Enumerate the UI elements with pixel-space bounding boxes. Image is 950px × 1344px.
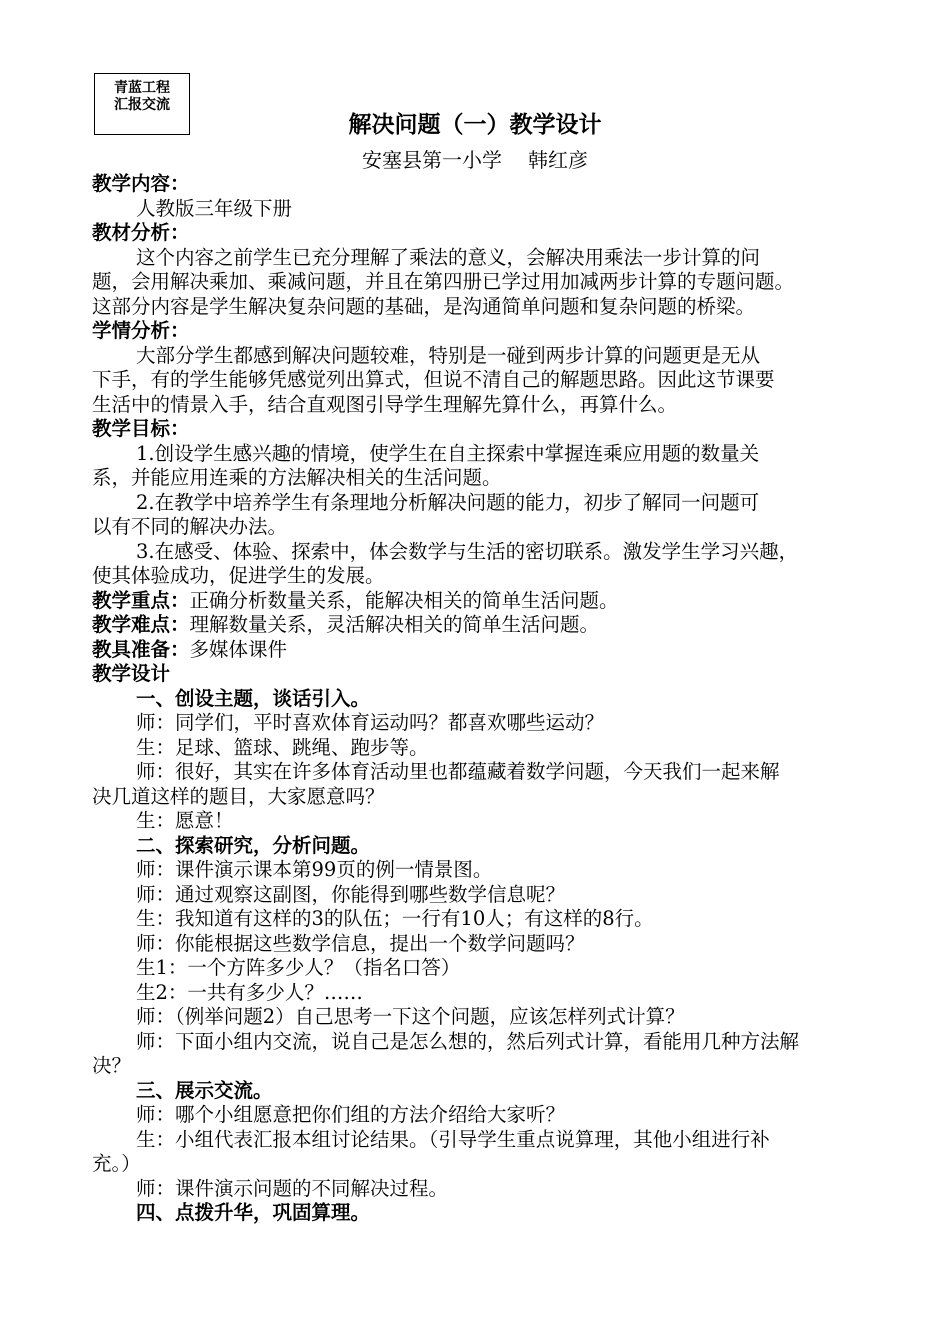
dialogue-line: 师：（例举问题2）自己思考一下这个问题，应该怎样列式计算？: [136, 1005, 685, 1028]
dialogue-line: 决几道这样的题目，大家愿意吗？: [92, 784, 385, 808]
section-heading-2: 二、探索研究，分析问题。: [136, 833, 371, 857]
section-heading-1: 一、创设主题，谈话引入。: [136, 686, 371, 710]
goal-line: 系，并能应用连乘的方法解决相关的生活问题。: [92, 466, 502, 489]
heading-teaching-design: 教学设计: [92, 662, 171, 685]
dialogue-line: 师：下面小组内交流，说自己是怎么想的，然后列式计算，看能用几种方法解: [136, 1029, 800, 1053]
material-analysis-line: 题，会用解决乘加、乘减问题，并且在第四册已学过用加减两步计算的专题问题。: [92, 270, 795, 293]
dialogue-line: 师：同学们，平时喜欢体育运动吗？都喜欢哪些运动？: [136, 711, 605, 734]
dialogue-line: 决？: [92, 1054, 132, 1077]
key-points-text: 正确分析数量关系，能解决相关的简单生活问题。: [189, 588, 619, 612]
dialogue-line: 充。）: [92, 1152, 141, 1175]
dialogue-line: 师：你能根据这些数学信息，提出一个数学问题吗？: [136, 931, 585, 955]
dialogue-line: 生2：一共有多少人？……: [136, 980, 363, 1004]
dialogue-line: 师：课件演示课本第99页的例一情景图。: [136, 858, 493, 881]
material-analysis-line: 这部分内容是学生解决复杂问题的基础，是沟通简单问题和复杂问题的桥梁。: [92, 294, 756, 318]
dialogue-line: 师：通过观察这副图，你能得到哪些数学信息呢？: [136, 882, 566, 906]
learner-analysis-line: 生活中的情景入手，结合直观图引导学生理解先算什么，再算什么。: [92, 392, 678, 416]
learner-analysis-line: 下手，有的学生能够凭感觉列出算式，但说不清自己的解题思路。因此这节课要: [92, 368, 775, 391]
stamp-line-1: 青蓝工程: [114, 80, 170, 96]
goal-line: 3.在感受、体验、探索中，体会数学与生活的密切联系。激发学生学习兴趣，: [136, 539, 799, 563]
goal-line: 使其体验成功，促进学生的发展。: [92, 564, 385, 587]
tools-text: 多媒体课件: [189, 637, 288, 661]
goal-line: 2.在教学中培养学生有条理地分析解决问题的能力，初步了解同一问题可: [136, 490, 760, 514]
section-heading-3: 三、展示交流。: [136, 1078, 273, 1102]
difficulty-label: 教学难点：: [92, 613, 190, 636]
author-name: 韩红彦: [528, 148, 588, 172]
teaching-content-text: 人教版三年级下册: [136, 196, 293, 220]
heading-teaching-content: 教学内容：: [92, 172, 190, 195]
stamp-line-2: 汇报交流: [114, 97, 170, 113]
dialogue-line: 生：足球、篮球、跳绳、跑步等。: [136, 735, 429, 759]
dialogue-line: 师：课件演示问题的不同解决过程。: [136, 1176, 449, 1200]
heading-teaching-goals: 教学目标：: [92, 417, 190, 440]
dialogue-line: 师：哪个小组愿意把你们组的方法介绍给大家听？: [136, 1103, 566, 1126]
dialogue-line: 师：很好，其实在许多体育活动里也都蕴藏着数学问题，今天我们一起来解: [136, 760, 780, 783]
document-title: 解决问题（一）教学设计: [348, 112, 602, 138]
goal-line: 1.创设学生感兴趣的情境，使学生在自主探索中掌握连乘应用题的数量关: [136, 441, 760, 465]
dialogue-line: 生1：一个方阵多少人？（指名口答）: [136, 956, 461, 979]
document-body: [92, 172, 862, 1226]
heading-material-analysis: 教材分析：: [92, 221, 190, 244]
author-school: 安塞县第一小学: [362, 148, 502, 172]
key-points-label: 教学重点：: [92, 588, 190, 612]
material-analysis-line: 这个内容之前学生已充分理解了乘法的意义，会解决用乘法一步计算的问: [136, 245, 761, 269]
goal-line: 以有不同的解决办法。: [92, 515, 288, 538]
tools-label: 教具准备：: [92, 637, 190, 661]
section-heading-4: 四、点拨升华，巩固算理。: [136, 1201, 371, 1224]
difficulty-text: 理解数量关系，灵活解决相关的简单生活问题。: [189, 613, 600, 636]
difficulty-line: [92, 613, 862, 638]
dialogue-line: 生：我知道有这样的3的队伍；一行有10人；有这样的8行。: [136, 907, 654, 930]
dialogue-line: 生：小组代表汇报本组讨论结果。（引导学生重点说算理，其他小组进行补: [136, 1127, 770, 1151]
learner-analysis-line: 大部分学生都感到解决问题较难，特别是一碰到两步计算的问题更是无从: [136, 343, 761, 367]
author-line: [0, 146, 950, 174]
tools-line: [92, 638, 862, 663]
key-points-line: [92, 589, 862, 614]
heading-learner-analysis: 学情分析：: [92, 319, 190, 342]
dialogue-line: 生：愿意！: [136, 809, 234, 832]
